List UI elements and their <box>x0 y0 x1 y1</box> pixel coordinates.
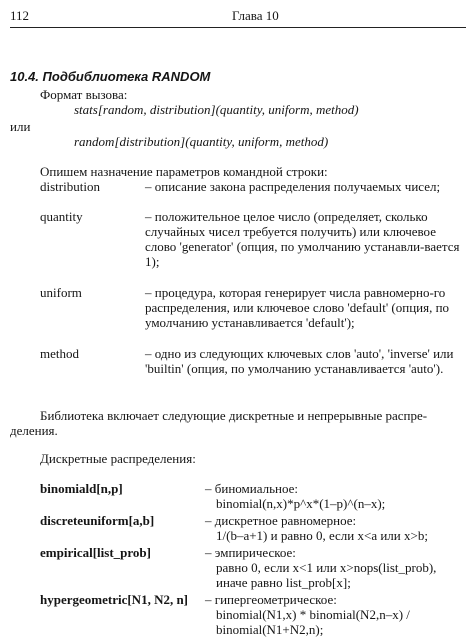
param-desc: – процедура, которая генерирует числа равномерно-го распределения, или ключевое слово 'default' (опция, по умолчанию устанавливается 'default'); <box>145 285 450 330</box>
param-name: uniform <box>40 285 82 300</box>
format-label: Формат вызова: <box>40 87 128 102</box>
page-number: 112 <box>10 8 30 23</box>
param-desc: – одно из следующих ключевых слов 'auto', 'inverse' или 'builtin' (опция, по умолчанию устанавливается 'auto'). <box>145 346 454 376</box>
distribution-type: – гипергеометрическое: <box>205 592 337 607</box>
param-desc: – описание закона распределения получаемых чисел; <box>145 179 441 194</box>
syntax-stats: stats[random, distribution](quantity, uniform, method) <box>74 102 359 117</box>
distribution-formula: binomial(N1,x) * binomial(N2,n–x) / <box>216 607 410 622</box>
distribution-formula: binomial(n,x)*p^x*(1–p)^(n–x); <box>216 496 386 511</box>
syntax-random: random[distribution](quantity, uniform, method) <box>74 134 329 149</box>
distribution-formula: binomial(N1+N2,n); <box>216 622 324 637</box>
library-paragraph: Библиотека включает следующие дискретные и непрерывные распре-деления. <box>10 408 428 438</box>
param-desc: – положительное целое число (определяет, сколько случайных чисел требуется получить) или ключевое слово 'generator' (опция, по умолчанию устанавли-вается 1); <box>145 209 460 269</box>
distribution-name: binomiald[n,p] <box>40 481 123 496</box>
discrete-heading: Дискретные распределения: <box>40 451 196 466</box>
param-name: quantity <box>40 209 83 224</box>
distribution-formula: иначе равно list_prob[x]; <box>216 575 351 590</box>
distribution-formula: равно 0, если x<1 или x>nops(list_prob), <box>216 560 437 575</box>
or-word: или <box>10 119 31 134</box>
section-title: 10.4. Подбиблиотека RANDOM <box>10 69 211 84</box>
distribution-type: – эмпирическое: <box>205 545 296 560</box>
distribution-type: – биномиальное: <box>205 481 299 496</box>
chapter-title: Глава 10 <box>232 8 279 23</box>
distribution-name: hypergeometric[N1, N2, n] <box>40 592 189 607</box>
param-name: distribution <box>40 179 100 194</box>
distribution-type: – дискретное равномерное: <box>205 513 357 528</box>
distribution-name: empirical[list_prob] <box>40 545 151 560</box>
header-rule <box>10 27 466 28</box>
distribution-formula: 1/(b–a+1) и равно 0, если x<a или x>b; <box>216 528 428 543</box>
params-intro: Опишем назначение параметров командной строки: <box>40 164 328 179</box>
distribution-name: discreteuniform[a,b] <box>40 513 155 528</box>
param-name: method <box>40 346 79 361</box>
